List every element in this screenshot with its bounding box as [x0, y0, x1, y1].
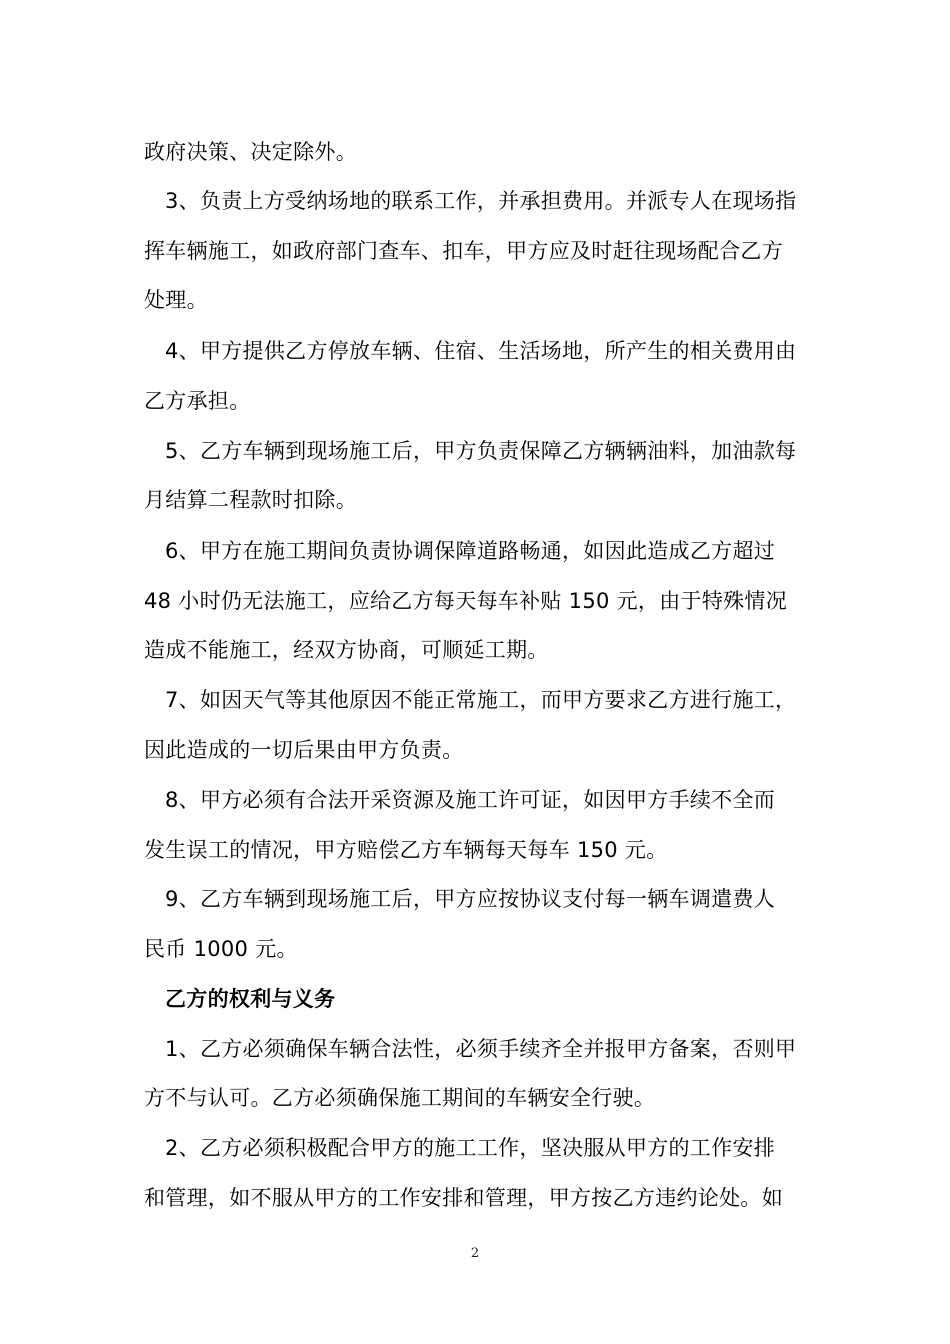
text-line: 4、甲方提供乙方停放车辆、住宿、生活场地，所产生的相关费用由 [165, 339, 797, 363]
text-line: 乙方承担。 [144, 389, 251, 413]
text-line: 3、负责上方受纳场地的联系工作，并承担费用。并派专人在现场指 [165, 189, 797, 213]
section-heading: 乙方的权利与义务 [165, 987, 336, 1011]
text-line: 政府决策、决定除外。 [144, 140, 357, 164]
text-line: 6、甲方在施工期间负责协调保障道路畅通，如因此造成乙方超过 [165, 539, 776, 563]
text-line: 1、乙方必须确保车辆合法性，必须手续齐全并报甲方备案，否则甲 [165, 1037, 797, 1061]
text-line: 方不与认可。乙方必须确保施工期间的车辆安全行驶。 [144, 1086, 656, 1110]
text-line: 48 小时仍无法施工，应给乙方每天每车补贴 150 元，由于特殊情况 [144, 589, 788, 613]
page-number: 2 [470, 1246, 480, 1261]
text-line: 发生误工的情况，甲方赔偿乙方车辆每天每车 150 元。 [144, 838, 668, 862]
text-line: 5、乙方车辆到现场施工后，甲方负责保障乙方辆辆油料，加油款每 [165, 439, 797, 463]
text-line: 因此造成的一切后果由甲方负责。 [144, 738, 464, 762]
text-line: 挥车辆施工，如政府部门查车、扣车，甲方应及时赶往现场配合乙方 [144, 239, 783, 263]
text-line: 处理。 [144, 288, 208, 312]
text-line: 月结算二程款时扣除。 [144, 488, 357, 512]
text-line: 7、如因天气等其他原因不能正常施工，而甲方要求乙方进行施工， [165, 688, 797, 712]
text-line: 造成不能施工，经双方协商，可顺延工期。 [144, 638, 549, 662]
text-line: 民币 1000 元。 [144, 937, 298, 961]
text-line: 8、甲方必须有合法开采资源及施工许可证，如因甲方手续不全而 [165, 788, 776, 812]
text-line: 和管理，如不服从甲方的工作安排和管理，甲方按乙方违约论处。如 [144, 1186, 783, 1210]
text-line: 9、乙方车辆到现场施工后，甲方应按协议支付每一辆车调遣费人 [165, 887, 776, 911]
text-line: 2、乙方必须积极配合甲方的施工工作，坚决服从甲方的工作安排 [165, 1136, 776, 1160]
